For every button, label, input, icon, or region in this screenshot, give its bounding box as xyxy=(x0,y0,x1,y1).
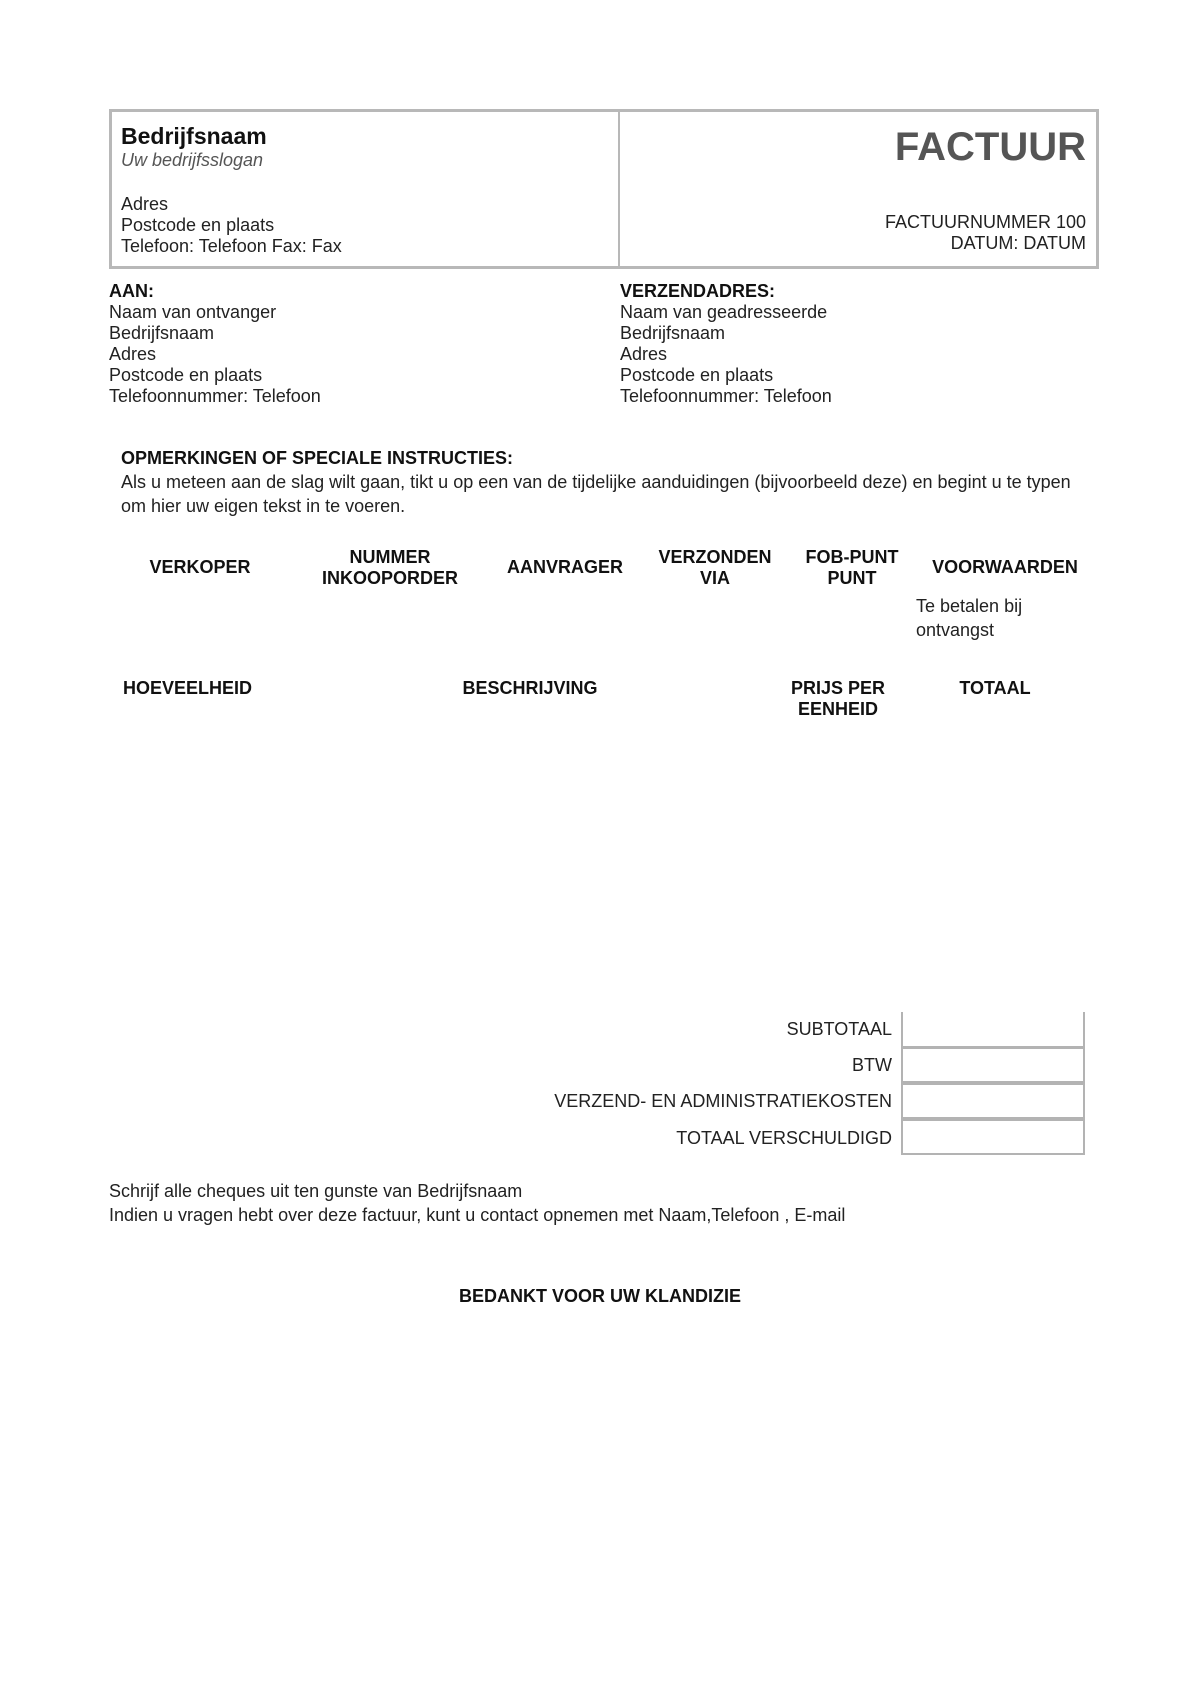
terms-value[interactable] xyxy=(916,594,1022,642)
col-terms xyxy=(920,557,1090,578)
col-requester-label: AANVRAGER xyxy=(506,557,623,577)
ship-to-line: Naam van geadresseerde xyxy=(620,302,828,322)
col-po-number-label: INKOOPORDER xyxy=(321,568,458,588)
terms-value-line: Te betalen bij xyxy=(916,596,1023,616)
col-fob-point-label: FOB-PUNT xyxy=(805,547,899,567)
invoice-meta xyxy=(885,212,1086,254)
col-seller-label: VERKOPER xyxy=(149,557,251,577)
subtotal-label: SUBTOTAAL xyxy=(786,1019,892,1039)
col-unit-price xyxy=(768,678,908,720)
remarks-heading: OPMERKINGEN OF SPECIALE INSTRUCTIES: xyxy=(121,448,514,468)
invoice-title: FACTUUR xyxy=(894,125,1086,169)
bill-to-line: Naam van ontvanger xyxy=(109,302,277,322)
col-po-number-label: NUMMER xyxy=(349,547,431,567)
ship-to-line: Postcode en plaats xyxy=(620,365,774,385)
col-terms-label: VOORWAARDEN xyxy=(932,557,1078,577)
col-po-number xyxy=(300,547,480,589)
company-postal-city: Postcode en plaats xyxy=(121,215,275,235)
col-shipped-via-label: VERZONDEN xyxy=(658,547,772,567)
company-slogan: Uw bedrijfsslogan xyxy=(121,150,264,170)
header-divider xyxy=(618,109,620,269)
remarks-text[interactable]: Als u meteen aan de slag wilt gaan, tikt u op een van de tijdelijke aanduidingen (bijvoorbeeld deze) en begint u te typen om hier uw eigen tekst in te voeren. xyxy=(121,472,1071,516)
col-quantity-label: HOEVEELHEID xyxy=(123,678,253,698)
company-address xyxy=(121,194,342,257)
col-requester xyxy=(495,557,635,578)
ship-to-line: Bedrijfsnaam xyxy=(620,323,726,343)
total-due-field[interactable] xyxy=(901,1119,1085,1155)
col-fob-point xyxy=(787,547,917,589)
col-shipped-via-label: VIA xyxy=(699,568,730,588)
ship-to-line: Adres xyxy=(620,344,668,364)
subtotal-field[interactable] xyxy=(901,1012,1085,1048)
col-quantity xyxy=(115,678,273,699)
vat-label: BTW xyxy=(852,1055,892,1075)
invoice-number: FACTUURNUMMER 100 xyxy=(884,212,1086,232)
thank-you-message: BEDANKT VOOR UW KLANDIZIE xyxy=(459,1286,741,1306)
remarks-section xyxy=(121,448,1091,518)
col-description xyxy=(430,678,630,699)
vat-field[interactable] xyxy=(901,1047,1085,1083)
shipping-label: VERZEND- EN ADMINISTRATIEKOSTEN xyxy=(554,1091,892,1111)
col-description-label: BESCHRIJVING xyxy=(462,678,598,698)
bill-to-line: Postcode en plaats xyxy=(109,365,263,385)
col-total xyxy=(920,678,1070,699)
shipping-field[interactable] xyxy=(901,1083,1085,1119)
ship-to-block xyxy=(620,281,832,407)
ship-to-heading: VERZENDADRES: xyxy=(620,281,776,301)
bill-to-line: Bedrijfsnaam xyxy=(109,323,215,343)
cheques-note: Schrijf alle cheques uit ten gunste van Bedrijfsnaam xyxy=(109,1181,523,1201)
bill-to-line: Telefoonnummer: Telefoon xyxy=(109,386,321,406)
footer-notes xyxy=(109,1179,845,1227)
col-seller xyxy=(130,557,270,578)
bill-to-heading: AAN: xyxy=(109,281,154,301)
company-address-line: Adres xyxy=(121,194,169,214)
col-shipped-via xyxy=(645,547,785,589)
col-total-label: TOTAAL xyxy=(959,678,1031,698)
company-phone-fax: Telefoon: Telefoon Fax: Fax xyxy=(121,236,342,256)
col-unit-price-label: PRIJS PER xyxy=(790,678,886,698)
bill-to-block xyxy=(109,281,321,407)
terms-value-line: ontvangst xyxy=(916,620,995,640)
ship-to-line: Telefoonnummer: Telefoon xyxy=(620,386,832,406)
col-unit-price-label: EENHEID xyxy=(797,699,878,719)
contact-note: Indien u vragen hebt over deze factuur, kunt u contact opnemen met Naam,Telefoon , E-mail xyxy=(109,1205,846,1225)
col-fob-point-label: PUNT xyxy=(827,568,877,588)
invoice-date: DATUM: DATUM xyxy=(950,233,1086,253)
company-name: Bedrijfsnaam xyxy=(121,123,267,149)
total-due-label: TOTAAL VERSCHULDIGD xyxy=(676,1128,892,1148)
bill-to-line: Adres xyxy=(109,344,157,364)
